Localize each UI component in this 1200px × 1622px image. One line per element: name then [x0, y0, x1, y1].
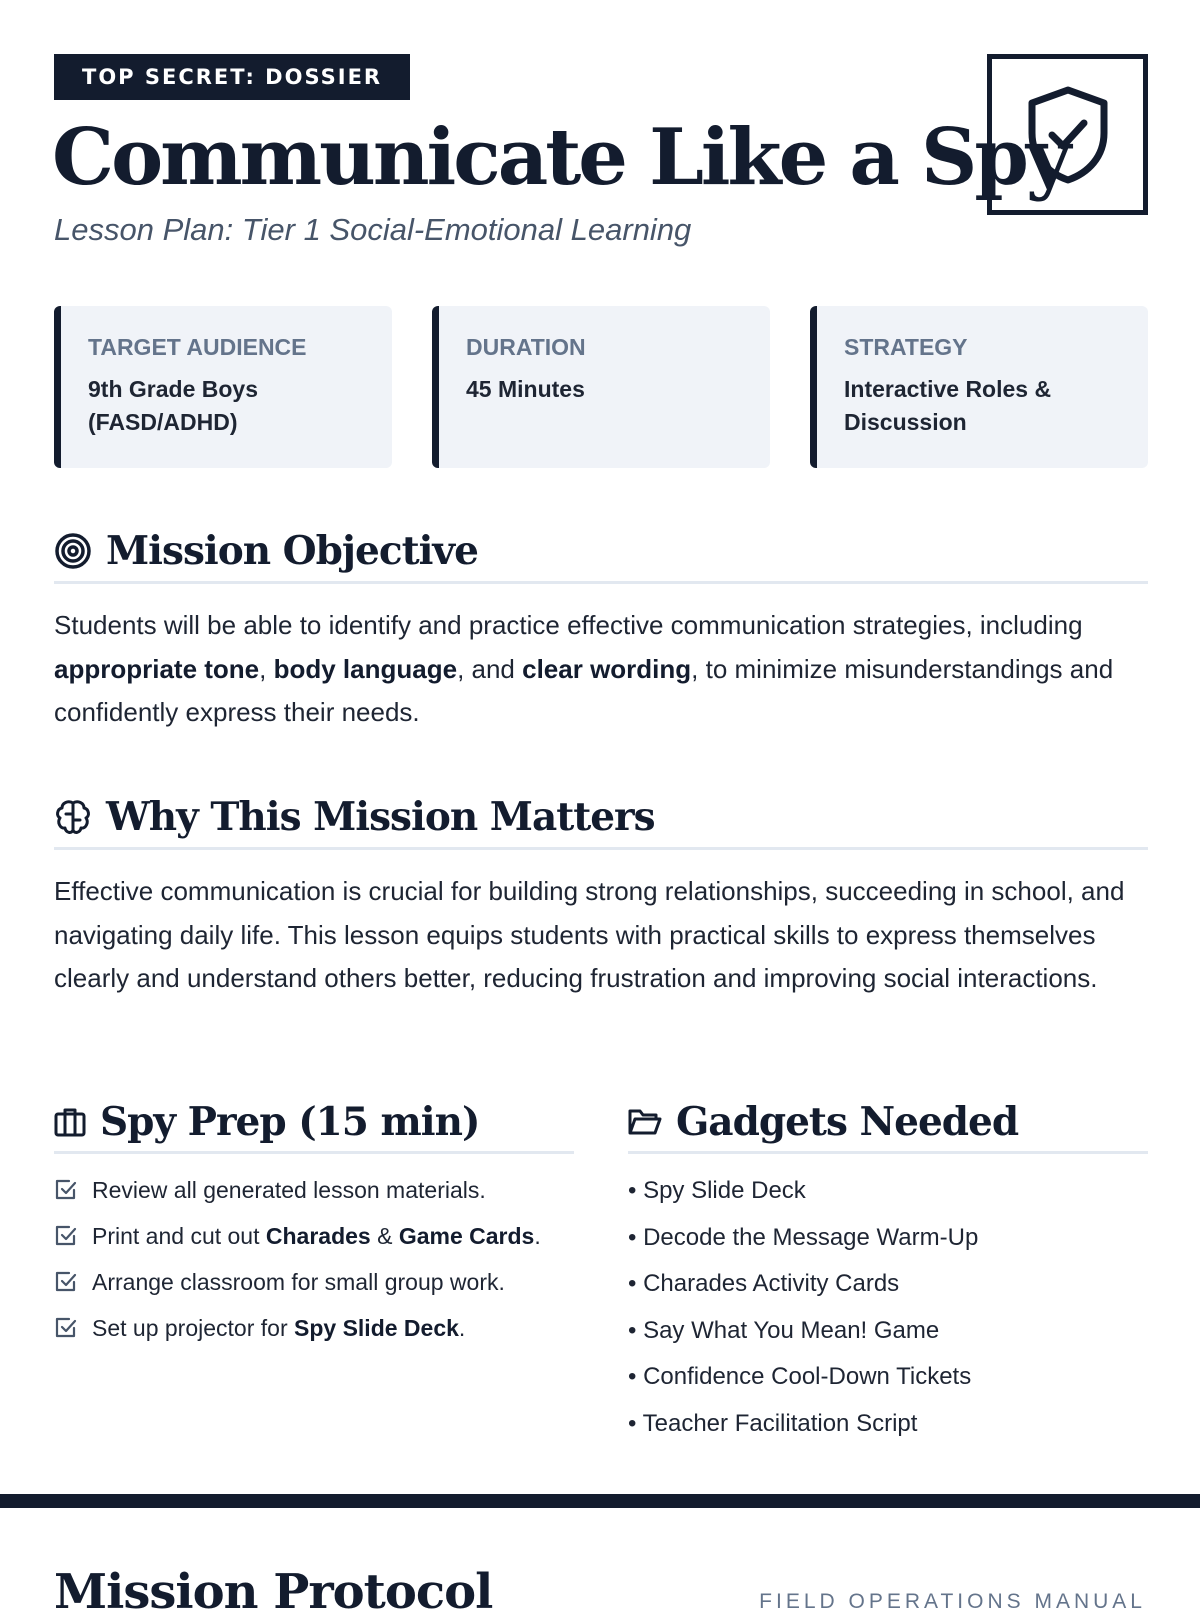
highlight-body-language: body language	[273, 653, 458, 684]
gadgets-list	[628, 1174, 978, 1453]
prep-heading	[54, 1092, 574, 1154]
why-title: Why This Mission Matters	[106, 793, 655, 840]
list-item: Print and cut out Charades & Game Cards.	[54, 1220, 574, 1253]
list-item: • Charades Activity Cards	[628, 1270, 900, 1297]
checkbox-checked-icon	[54, 1224, 78, 1248]
page-title: Communicate Like a Spy	[52, 112, 1069, 203]
checkbox-checked-icon	[54, 1316, 78, 1340]
objective-heading	[54, 520, 1148, 584]
list-item: • Confidence Cool-Down Tickets	[628, 1363, 972, 1390]
page-divider	[0, 1494, 1200, 1508]
top-secret-badge: TOP SECRET: DOSSIER	[54, 54, 410, 100]
folder-open-icon	[628, 1107, 662, 1137]
gadgets-heading	[628, 1092, 1148, 1154]
objective-text: Students will be able to identify and practice effective communication strategies, including appropriate tone, body language, and clear wording, to minimize misunderstandings and confidently express their needs.	[54, 610, 1114, 727]
info-card-duration	[432, 306, 770, 468]
list-item: • Say What You Mean! Game	[628, 1316, 940, 1344]
prep-title: Spy Prep (15 min)	[100, 1098, 480, 1145]
target-icon	[54, 532, 92, 570]
list-item: • Decode the Message Warm-Up	[628, 1223, 979, 1251]
brain-icon	[54, 798, 92, 836]
info-card-label: STRATEGY	[844, 334, 968, 360]
objective-title: Mission Objective	[106, 527, 478, 574]
gadgets-title: Gadgets Needed	[676, 1098, 1019, 1145]
info-card-audience	[54, 306, 392, 468]
info-card-label: DURATION	[466, 334, 586, 360]
list-item: Arrange classroom for small group work.	[54, 1266, 574, 1299]
checkbox-checked-icon	[54, 1178, 78, 1202]
prep-checklist	[54, 1174, 574, 1358]
info-card-value: 9th Grade Boys (FASD/ADHD)	[88, 376, 258, 435]
list-item: Set up projector for Spy Slide Deck.	[54, 1312, 574, 1345]
page-subtitle: Lesson Plan: Tier 1 Social-Emotional Learning	[54, 212, 692, 247]
shield-emblem	[987, 54, 1148, 215]
why-heading	[54, 786, 1148, 850]
info-card-value: Interactive Roles & Discussion	[844, 376, 1052, 435]
why-text: Effective communication is crucial for building strong relationships, succeeding in school, and navigating daily life. This lesson equips students with practical skills to express themselves clearly and understand others better, reducing frustration and improving social interactions.	[54, 876, 1125, 993]
highlight-wording: clear wording	[522, 653, 692, 684]
info-card-strategy	[810, 306, 1148, 468]
list-item: Review all generated lesson materials.	[54, 1174, 574, 1207]
highlight-tone: appropriate tone	[54, 653, 260, 684]
list-item: • Teacher Facilitation Script	[628, 1409, 918, 1437]
info-cards	[54, 306, 1148, 468]
info-card-value: 45 Minutes	[466, 376, 585, 402]
list-item: • Spy Slide Deck	[628, 1177, 806, 1204]
protocol-title: Mission Protocol	[54, 1564, 493, 1620]
checkbox-checked-icon	[54, 1270, 78, 1294]
briefcase-icon	[54, 1107, 86, 1137]
shield-check-icon	[1026, 85, 1110, 185]
info-card-label: TARGET AUDIENCE	[88, 334, 307, 360]
protocol-subtitle: FIELD OPERATIONS MANUAL	[759, 1590, 1146, 1613]
